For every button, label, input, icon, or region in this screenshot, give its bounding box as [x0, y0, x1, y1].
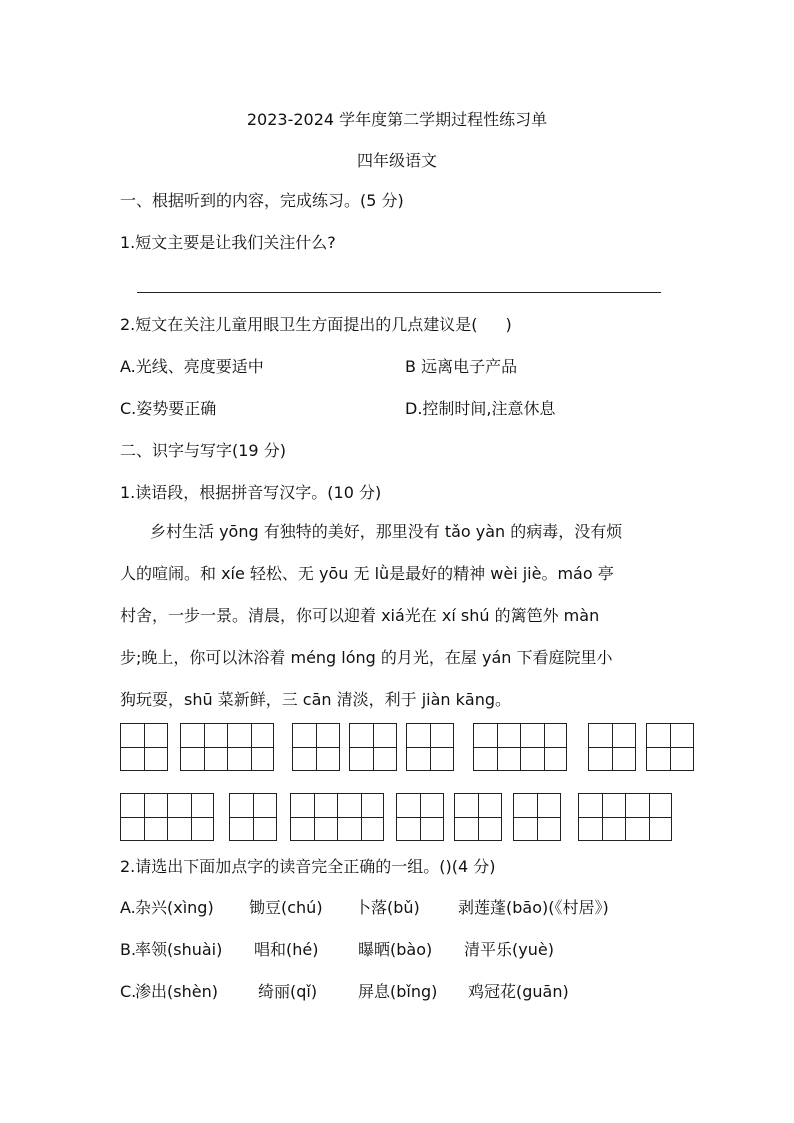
- answer-line[interactable]: [137, 292, 661, 293]
- writing-cell[interactable]: [579, 794, 625, 840]
- choice-b-item: 清平乐(yuè): [464, 940, 554, 959]
- choice-c-item: 鸡冠花(guān): [468, 982, 569, 1001]
- worksheet-title: 2023-2024 学年度第二学期过程性练习单: [246, 110, 548, 129]
- writing-cell[interactable]: [397, 794, 443, 840]
- choice-a-item: 锄豆(chú): [249, 898, 323, 917]
- writing-grid-group[interactable]: [349, 723, 397, 771]
- writing-cell[interactable]: [337, 794, 383, 840]
- writing-cell[interactable]: [474, 724, 520, 770]
- choice-a-letter[interactable]: A.: [120, 898, 136, 917]
- choice-c-letter[interactable]: C.: [120, 982, 137, 1001]
- writing-cell[interactable]: [520, 724, 566, 770]
- writing-cell[interactable]: [407, 724, 453, 770]
- question-2-2: 2.请选出下面加点字的读音完全正确的一组。()(4 分): [120, 857, 496, 876]
- worksheet-subtitle: 四年级语文: [356, 151, 437, 170]
- option-b[interactable]: B 远离电子产品: [405, 357, 518, 376]
- writing-grid-group[interactable]: [406, 723, 454, 771]
- writing-cell[interactable]: [625, 794, 671, 840]
- question-1-2-text: 2.短文在关注儿童用眼卫生方面提出的几点建议是(: [120, 315, 478, 334]
- writing-grid-group[interactable]: [120, 793, 214, 841]
- writing-cell[interactable]: [227, 724, 273, 770]
- writing-cell[interactable]: [291, 794, 337, 840]
- option-a[interactable]: A.光线、亮度要适中: [120, 357, 264, 376]
- choice-a-item: 杂兴(xìng): [135, 898, 214, 917]
- writing-grid-group[interactable]: [120, 723, 168, 771]
- writing-cell[interactable]: [350, 724, 396, 770]
- question-2-1: 1.读语段，根据拼音写汉字。(10 分): [120, 483, 382, 502]
- writing-cell[interactable]: [167, 794, 213, 840]
- choice-a-item: 剥莲蓬(bāo)(《村居》): [458, 898, 609, 917]
- choice-b-item: 唱和(hé): [254, 940, 319, 959]
- writing-grid-group[interactable]: [513, 793, 561, 841]
- choice-c-item: 绮丽(qǐ): [258, 982, 318, 1001]
- choice-a-item: 卜落(bǔ): [355, 898, 420, 917]
- writing-cell[interactable]: [121, 724, 167, 770]
- writing-grid-group[interactable]: [180, 723, 274, 771]
- choice-b-item: 曝晒(bào): [358, 940, 433, 959]
- writing-grid-group[interactable]: [588, 723, 636, 771]
- writing-grid-group[interactable]: [473, 723, 567, 771]
- section2-heading: 二、识字与写字(19 分): [120, 441, 286, 460]
- option-d[interactable]: D.控制时间,注意休息: [405, 399, 556, 418]
- writing-grid-group[interactable]: [454, 793, 502, 841]
- passage-line: 狗玩耍，shū 菜新鲜，三 cān 清淡，利于 jiàn kāng。: [120, 690, 511, 709]
- question-1-2: [120, 314, 512, 336]
- writing-grid-group[interactable]: [292, 723, 340, 771]
- writing-cell[interactable]: [293, 724, 339, 770]
- writing-grid-group[interactable]: [396, 793, 444, 841]
- option-c[interactable]: C.姿势要正确: [120, 399, 217, 418]
- question-1-1: 1.短文主要是让我们关注什么?: [120, 233, 336, 252]
- passage-line: 村舍，一步一景。清晨，你可以迎着 xiá光在 xí shú 的篱笆外 màn: [120, 606, 600, 625]
- question-1-2-close: ): [505, 315, 512, 334]
- passage-line: 步;晚上，你可以沐浴着 méng lóng 的月光，在屋 yán 下看庭院里小: [120, 648, 613, 667]
- pinyin-passage: [120, 511, 680, 721]
- writing-cell[interactable]: [181, 724, 227, 770]
- section1-heading: 一、根据听到的内容，完成练习。(5 分): [120, 191, 404, 210]
- writing-cell[interactable]: [514, 794, 560, 840]
- writing-cell[interactable]: [121, 794, 167, 840]
- writing-grid-group[interactable]: [578, 793, 672, 841]
- writing-cell[interactable]: [455, 794, 501, 840]
- choice-c-item: 渗出(shèn): [135, 982, 218, 1001]
- writing-cell[interactable]: [589, 724, 635, 770]
- passage-line: 人的喧闹。和 xíe 轻松、无 yōu 无 lǜ是最好的精神 wèi jiè。máo 亭: [120, 564, 614, 583]
- writing-grid-group[interactable]: [229, 793, 277, 841]
- writing-cell[interactable]: [647, 724, 693, 770]
- choice-c-item: 屏息(bǐng): [358, 982, 438, 1001]
- choice-b-item: 率领(shuài): [135, 940, 223, 959]
- writing-grid-group[interactable]: [290, 793, 384, 841]
- choice-b-letter[interactable]: B.: [120, 940, 137, 959]
- writing-cell[interactable]: [230, 794, 276, 840]
- writing-grid-group[interactable]: [646, 723, 694, 771]
- passage-line: 乡村生活 yōng 有独特的美好，那里没有 tǎo yàn 的病毒，没有烦: [150, 522, 623, 541]
